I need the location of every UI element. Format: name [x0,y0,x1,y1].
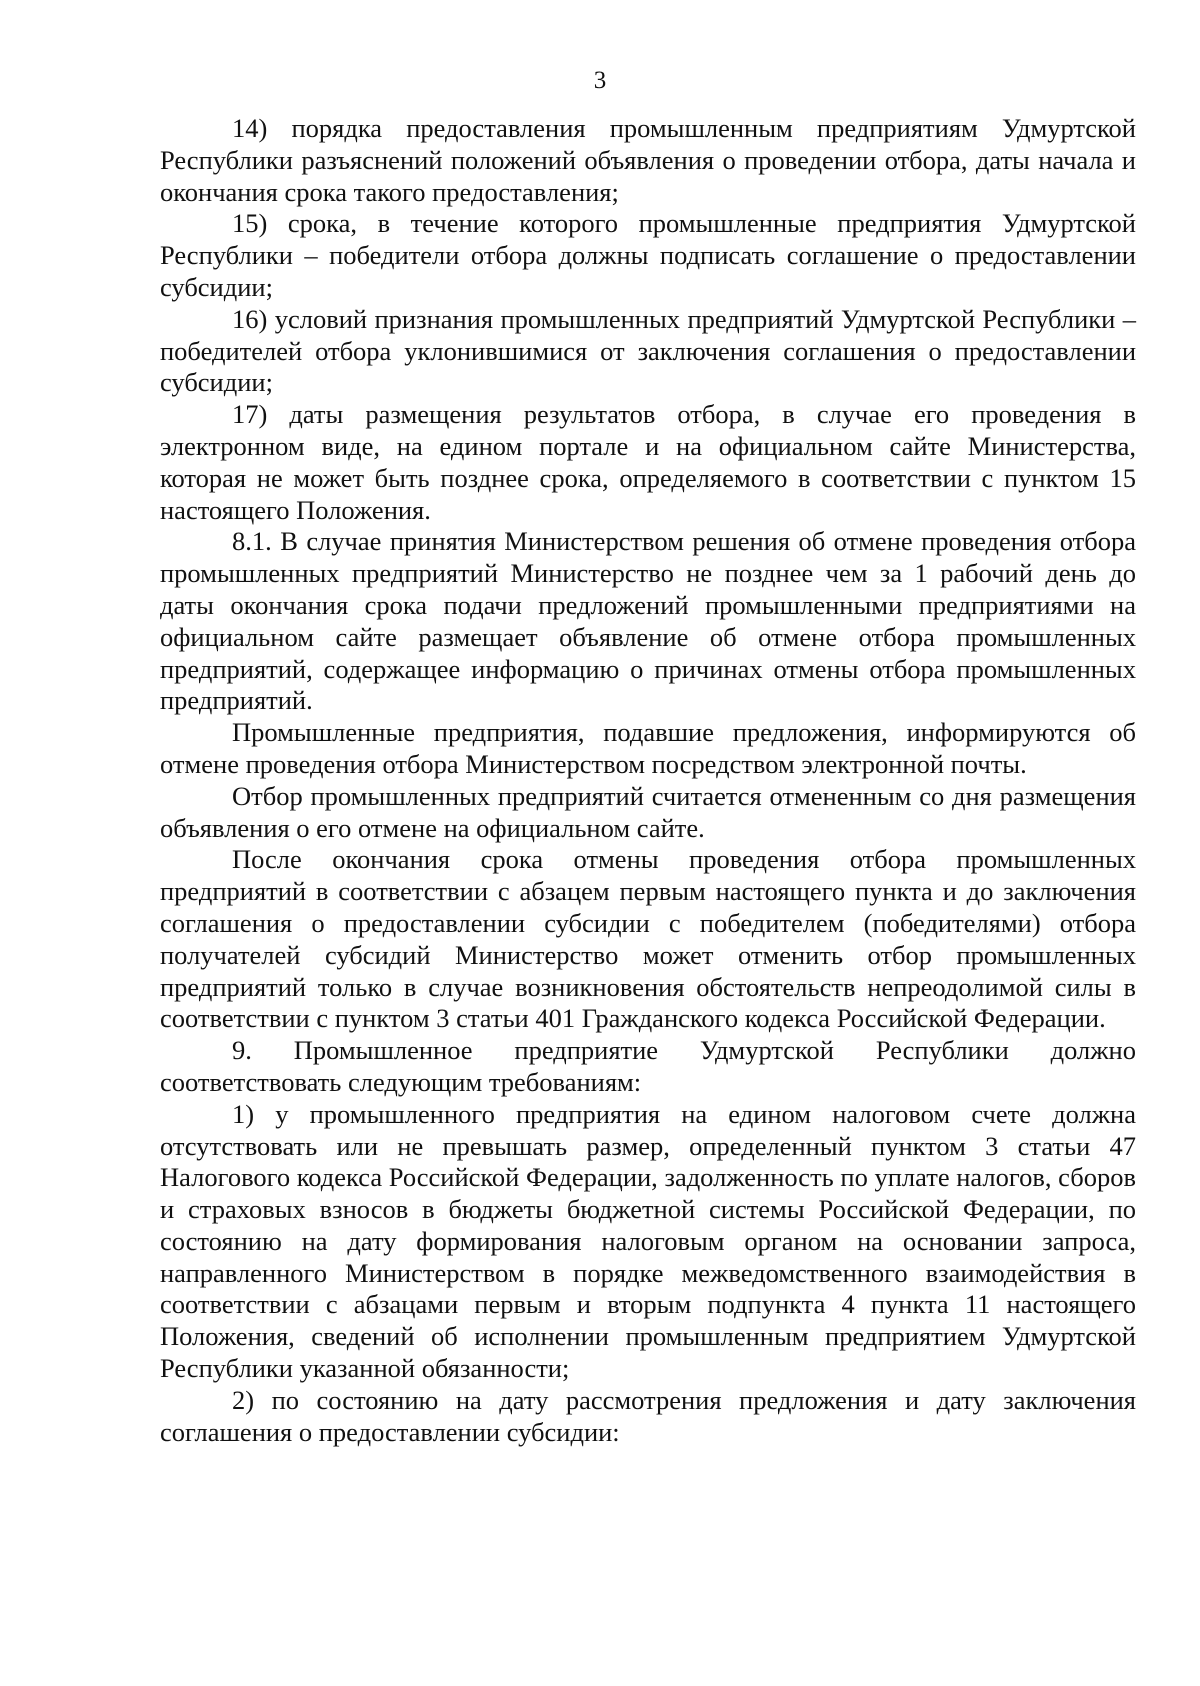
paragraph-notification: Промышленные предприятия, подавшие предложения, информируются об отмене проведения отбора Министерством посредством электронной почты. [160,717,1136,779]
paragraph-requirement-1: 1) у промышленного предприятия на едином налоговом счете должна отсутствовать или не превышать размер, определенный пунктом 3 статьи 47 Налогового кодекса Российской Федерации, задолженность по уплате налогов, сборов и страховых взносов в бюджеты бюджетной системы Российской Федерации, по состоянию на дату формирования налоговым органом на основании запроса, направленного Министерством в порядке межведомственного взаимодействия в соответствии с абзацами первым и вторым подпункта 4 пункта 11 настоящего Положения, сведений об исполнении промышленным предприятием Удмуртской Республики указанной обязанности; [160,1098,1136,1384]
paragraph-item-17: 17) даты размещения результатов отбора, в случае его проведения в электронном виде, на едином портале и на официальном сайте Министерства, которая не может быть позднее срока, определяемого в соответствии с пунктом 15 настоящего Положения. [160,399,1136,525]
paragraph-force-majeure: После окончания срока отмены проведения отбора промышленных предприятий в соответствии с абзацем первым настоящего пункта и до заключения соглашения о предоставлении субсидии с победителем (победителями) отбора получателей субсидий Министерство может отменить отбор промышленных предприятий только в случае возникновения обстоятельств непреодолимой силы в соответствии с пунктом 3 статьи 401 Гражданского кодекса Российской Федерации. [160,844,1136,1034]
paragraph-cancellation-effective: Отбор промышленных предприятий считается отмененным со дня размещения объявления о его отмене на официальном сайте. [160,780,1136,843]
paragraph-item-14: 14) порядка предоставления промышленным предприятиям Удмуртской Республики разъяснений положений объявления о проведении отбора, даты начала и окончания срока такого предоставления; [160,113,1136,207]
page-number: 3 [593,67,607,94]
paragraph-item-16: 16) условий признания промышленных предприятий Удмуртской Республики – победителей отбора уклонившимися от заключения соглашения о предоставлении субсидии; [160,303,1136,398]
paragraph-clause-9: 9. Промышленное предприятие Удмуртской Республики должно соответствовать следующим требованиям: [160,1035,1136,1097]
paragraph-item-15: 15) срока, в течение которого промышленные предприятия Удмуртской Республики – победители отбора должны подписать соглашение о предоставлении субсидии; [160,208,1136,302]
paragraph-requirement-2: 2) по состоянию на дату рассмотрения предложения и дату заключения соглашения о предоставлении субсидии: [160,1384,1136,1447]
paragraph-clause-8-1: 8.1. В случае принятия Министерством решения об отмене проведения отбора промышленных предприятий Министерство не позднее чем за 1 рабочий день до даты окончания срока подачи предложений промышленными предприятиями на официальном сайте размещает объявление об отмене отбора промышленных предприятий, содержащее информацию о причинах отмены отбора промышленных предприятий. [160,526,1136,716]
document-body [160,113,1136,1448]
